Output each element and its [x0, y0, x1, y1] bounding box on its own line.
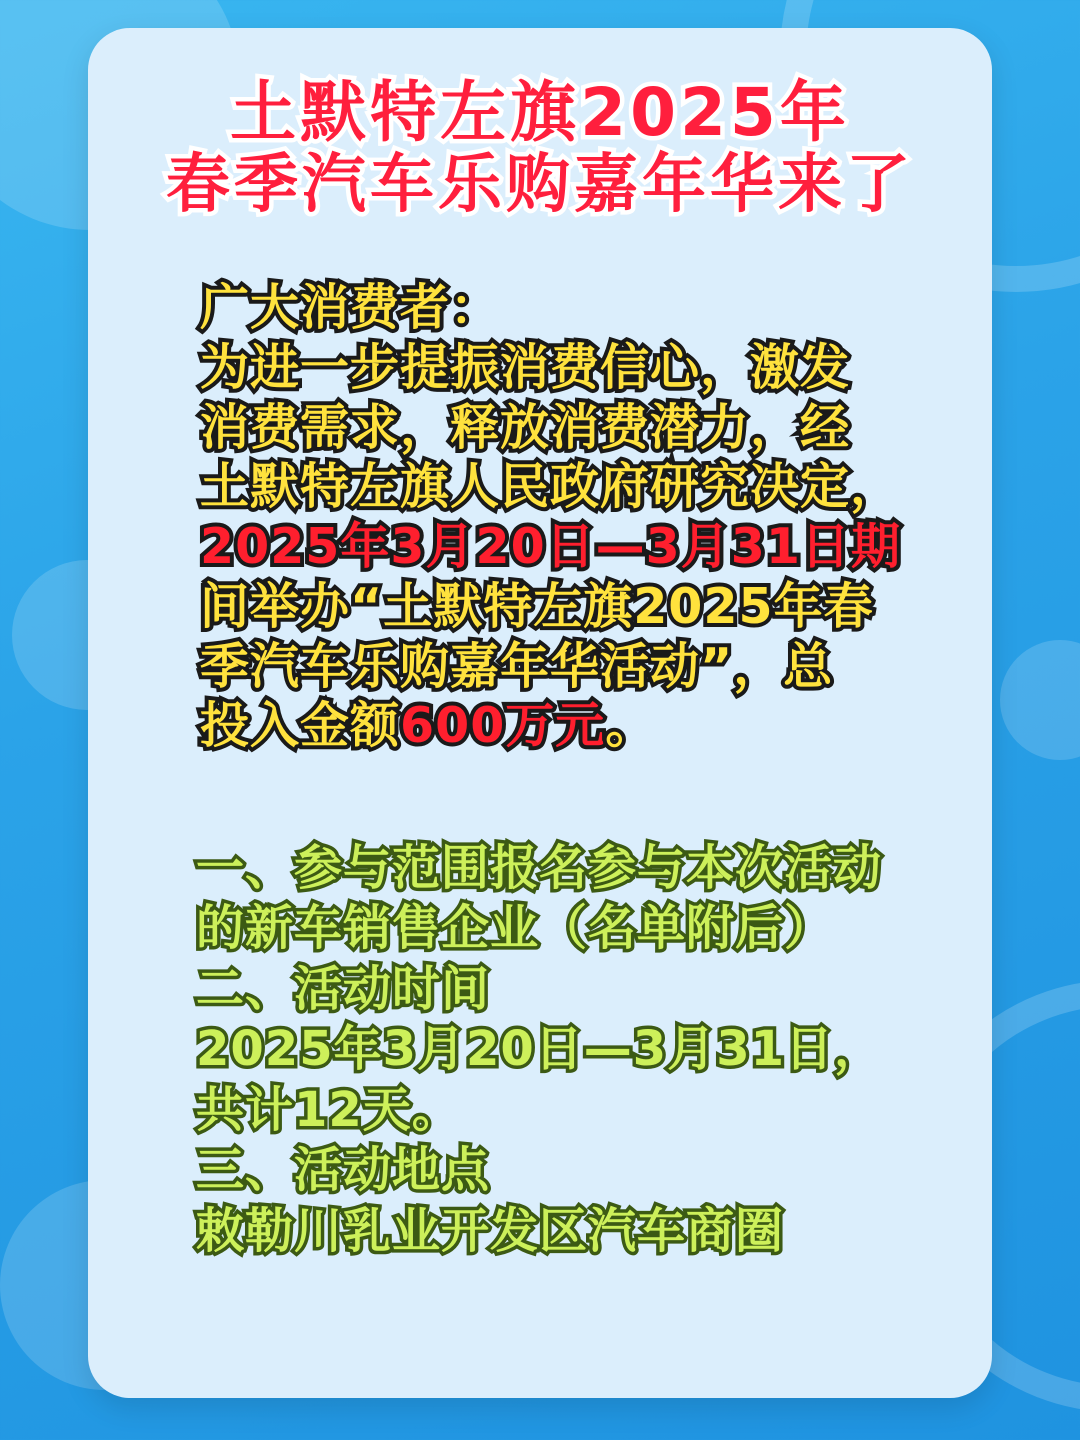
title-line-1: 土默特左旗2025年: [230, 74, 850, 151]
body-line-3: 消费需求，释放消费潜力，经: [200, 398, 851, 456]
poster-card: [88, 28, 992, 1398]
background-bubble-4: [1000, 640, 1080, 760]
poster-sections: [196, 838, 936, 1261]
poster-title: [88, 76, 992, 222]
section-line-7: 敕勒川乳业开发区汽车商圈: [196, 1202, 785, 1259]
body-line-5-dates: 2025年3月20日—3月31日期: [200, 518, 901, 576]
body-line-4: 土默特左旗人民政府研究决定，: [200, 458, 901, 516]
body-line-8-amount: 投入金额600万元。: [200, 697, 656, 755]
body-line-7: 季汽车乐购嘉年华活动”，总: [200, 637, 834, 695]
title-line-2: 春季汽车乐购嘉年华来了: [166, 147, 914, 222]
section-line-5: 共计12天。: [196, 1081, 461, 1138]
body-line-6: 间举办“土默特左旗2025年春: [200, 577, 874, 635]
section-line-1: 一、参与范围报名参与本次活动: [196, 840, 883, 896]
amount-highlight: 600万元: [400, 697, 606, 755]
poster-body: [200, 278, 920, 756]
section-line-3: 二、活动时间: [196, 960, 491, 1017]
body-line-2: 为进一步提振消费信心，激发: [200, 338, 851, 396]
section-line-6: 三、活动地点: [196, 1142, 491, 1199]
section-line-2: 的新车销售企业（名单附后）: [196, 900, 834, 957]
body-line-1: 广大消费者：: [200, 279, 501, 336]
section-line-4: 2025年3月20日—3月31日，: [196, 1021, 883, 1078]
